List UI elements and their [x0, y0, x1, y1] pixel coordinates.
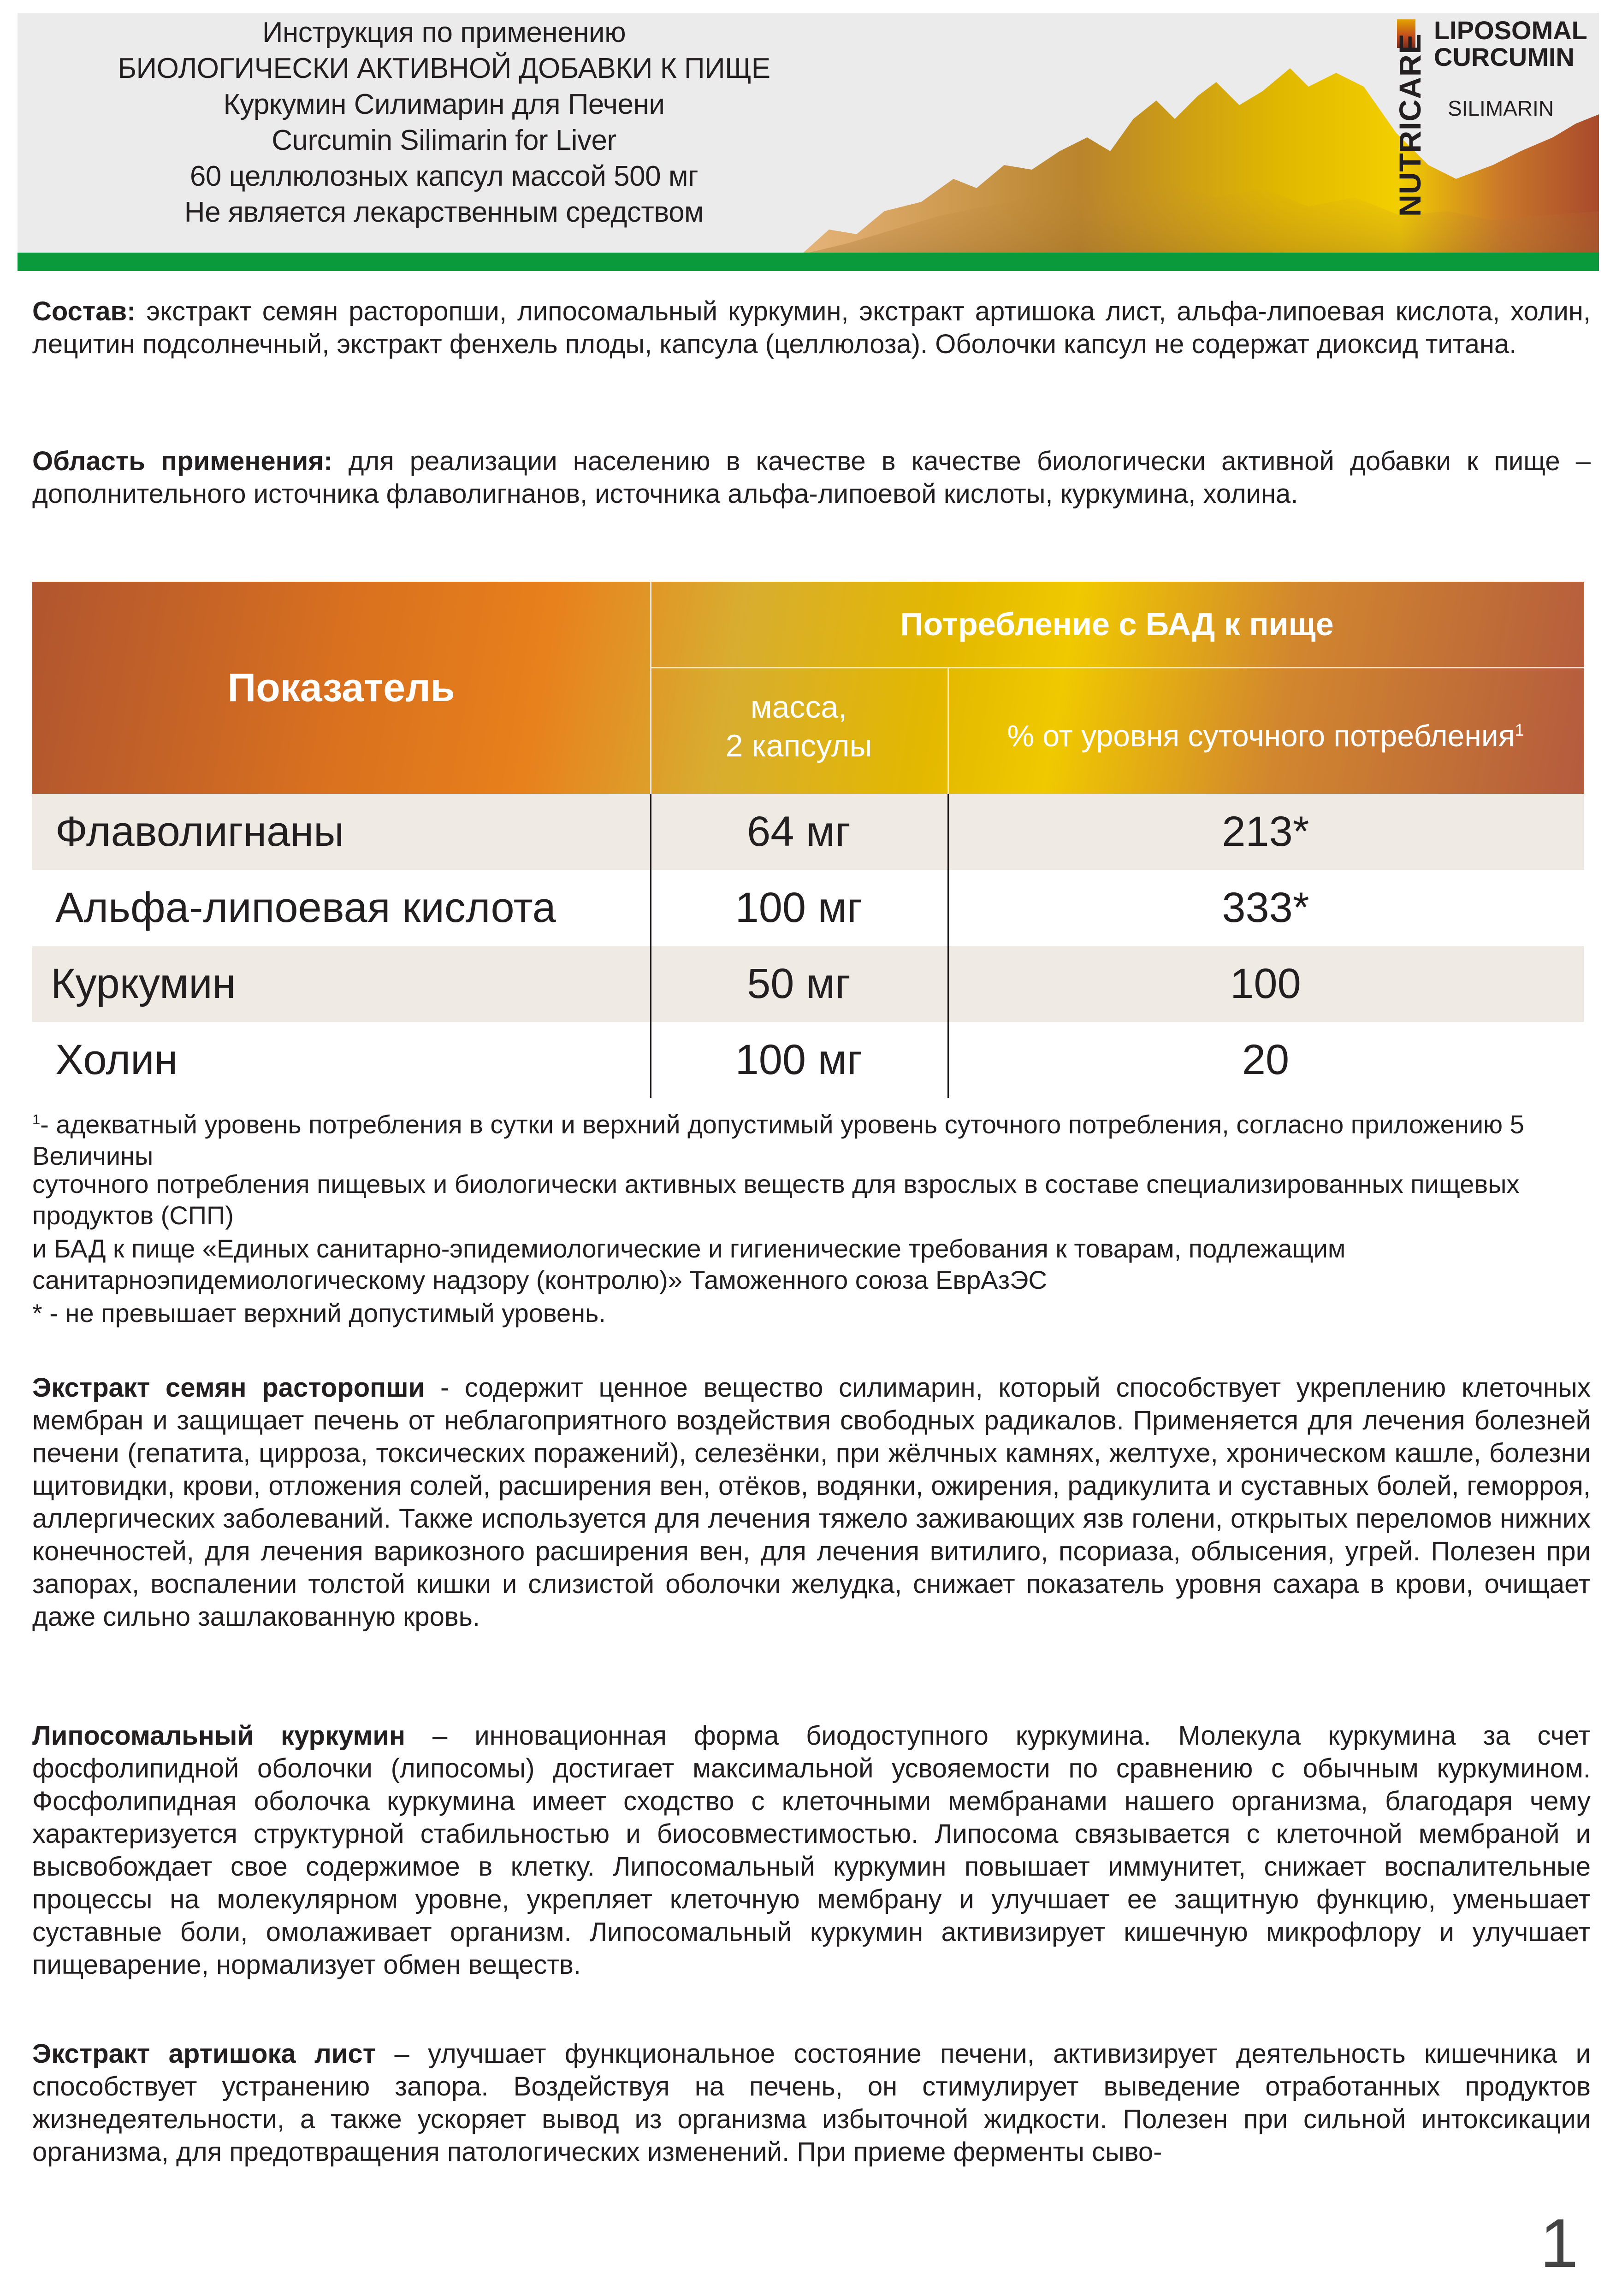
- artichoke-paragraph: [32, 2037, 1591, 2168]
- header-indicator: Показатель: [227, 666, 455, 710]
- row-mass: 64 мг: [747, 808, 851, 855]
- footnote-2: суточного потребления пищевых и биологически активных веществ для взрослых в составе специализированных пищевых продуктов (СПП): [32, 1169, 1520, 1230]
- row-indicator: Альфа-липоевая кислота: [55, 884, 556, 931]
- footnote-sup: 1: [32, 1111, 41, 1127]
- curcumin-text: – инновационная форма биодоступного куркумина. Молекула куркумина за счет фосфолипидной оболочки (липосомы) достигает максимальной усвояемости по сравнению с обычным куркумином. Фосфолипидная оболочка куркумина имеет сходство с клеточными мембранами нашего организма, благодаря чему характеризуется структурной стабильностью и биосовместимостью. Липосома связывается с клеточной мембраной и высвобождает свое содержимое в клетку. Липосомальный куркумин повышает иммунитет, снижает воспалительные процессы на молекулярном уровне, укрепляет клеточную мембрану и улучшает ее защитную функцию, уменьшает суставные боли, омолаживает организм. Липосомальный куркумин активизирует кишечную микрофлору и улучшает пищеварение, нормализует обмен веществ.: [32, 1721, 1591, 1980]
- header-mass: [650, 688, 947, 765]
- row-percent: 20: [1242, 1036, 1290, 1083]
- curcumin-label: Липосомальный куркумин: [32, 1721, 406, 1751]
- row-mass: 50 мг: [747, 960, 851, 1007]
- usage-paragraph: [32, 445, 1591, 510]
- page-number: 1: [1540, 2204, 1579, 2282]
- footnote-1: [32, 1104, 1591, 1172]
- header-percent-sup: 1: [1515, 720, 1524, 739]
- header-percent-text: % от уровня суточного потребления: [1007, 719, 1515, 753]
- header-line: Curcumin Silimarin for Liver: [272, 124, 616, 156]
- row-mass: 100 мг: [735, 1036, 863, 1083]
- usage-label: Область применения:: [32, 446, 333, 476]
- footnote-3: и БАД к пище «Единых санитарно-эпидемиологические и гигиенические требования к товарам, подлежащим санитарноэпидемиологическому надзору (контролю)» Таможенного союза ЕврАзЭС: [32, 1234, 1346, 1294]
- row-percent: 213*: [1222, 808, 1309, 855]
- footnote-line-1: - адекватный уровень потребления в сутки и верхний допустимый уровень суточного потребления, согласно приложению 5 Величины: [32, 1110, 1524, 1170]
- composition-paragraph: [32, 295, 1591, 360]
- table-row: [32, 870, 1584, 946]
- header-banner: [18, 13, 1599, 254]
- milk-thistle-label: Экстракт семян расторопши: [32, 1373, 425, 1403]
- table-header: [32, 582, 1584, 794]
- logo-line-curcumin: CURCUMIN: [1434, 42, 1575, 71]
- header-consumption: Потребление с БАД к пище: [900, 606, 1334, 642]
- row-percent: 333*: [1222, 884, 1309, 931]
- milk-thistle-text: - содержит ценное вещество силимарин, который способствует укреплению клеточных мембран и защищает печень от неблагоприятного воздействия свободных радикалов. Применяется для лечения болезней печени (гепатита, цирроза, токсических поражений), селезёнки, при жёлчных камнях, желтухе, хроническом кашле, болезни щитовидки, крови, отложения солей, расширения вен, отёков, водянки, ожирения, радикулита и суставных болей, геморроя, аллергических заболеваний. Также используется для лечения тяжело заживающих язв голени, открытых переломов нижних конечностей, для лечения варикозного расширения вен, для лечения витилиго, псориаза, облысения, угрей. Полезен при запорах, воспалении толстой кишки и слизистой оболочки желудка, снижает показатель уровня сахара в крови, очищает даже сильно зашлакованную кровь.: [32, 1373, 1591, 1632]
- row-mass: 100 мг: [735, 884, 863, 931]
- header-line: Инструкция по применению: [262, 17, 626, 48]
- composition-text: экстракт семян расторопши, липосомальный куркумин, экстракт артишока лист, альфа-липоевая кислота, холин, лецитин подсолнечный, экстракт фенхель плоды, капсула (целлюлоза). Оболочки капсул не содержат диоксид титана.: [32, 296, 1591, 359]
- brand-logo-nutricare: NUTRICARE: [1393, 33, 1427, 217]
- table-row: [32, 946, 1584, 1022]
- artichoke-text: – улучшает функциональное состояние печени, активизирует деятельность кишечника и способствует устранению запора. Воздействуя на печень, он стимулирует выведение отработанных продуктов жизнедеятельности, а также ускоряет вывод из организма избыточной жидкости. Полезен при сильной интоксикации организма, для предотвращения патологических изменений. При приеме ферменты сыво-: [32, 2039, 1591, 2167]
- row-percent: 100: [1230, 960, 1301, 1007]
- logo-line-liposomal: LIPOSOMAL: [1434, 16, 1587, 45]
- table-row: [32, 794, 1584, 870]
- header-line: 60 целлюлозных капсул массой 500 мг: [189, 160, 698, 192]
- artichoke-label: Экстракт артишока лист: [32, 2039, 376, 2069]
- header-mass-line-2: 2 капсулы: [725, 728, 872, 763]
- row-indicator: Холин: [55, 1036, 178, 1083]
- milk-thistle-paragraph: [32, 1371, 1591, 1633]
- composition-label: Состав:: [32, 296, 136, 326]
- usage-text: для реализации населению в качестве в качестве биологически активной добавки к пище – дополнительного источника флаволигнанов, источника альфа-липоевой кислоты, куркумина, холина.: [32, 446, 1591, 509]
- table-row: [32, 1022, 1584, 1098]
- nutrition-table: [32, 582, 1584, 1098]
- curcumin-paragraph: [32, 1719, 1591, 1981]
- header-title-block: [18, 13, 870, 230]
- header-percent: [947, 711, 1584, 755]
- column-divider: [650, 794, 651, 1098]
- header-line: Куркумин Силимарин для Печени: [223, 89, 665, 120]
- header-divider-bar: [18, 253, 1599, 271]
- header-line: Не является лекарственным средством: [184, 196, 704, 228]
- row-indicator: Куркумин: [51, 960, 236, 1007]
- row-indicator: Флаволигнаны: [55, 808, 344, 855]
- header-line: БИОЛОГИЧЕСКИ АКТИВНОЙ ДОБАВКИ К ПИЩЕ: [118, 53, 770, 84]
- logo-line-silimarin: SILIMARIN: [1448, 96, 1554, 120]
- header-mass-line-1: масса,: [750, 690, 847, 725]
- column-divider: [947, 794, 949, 1098]
- footnote-4: * - не превышает верхний допустимый уровень.: [32, 1299, 606, 1328]
